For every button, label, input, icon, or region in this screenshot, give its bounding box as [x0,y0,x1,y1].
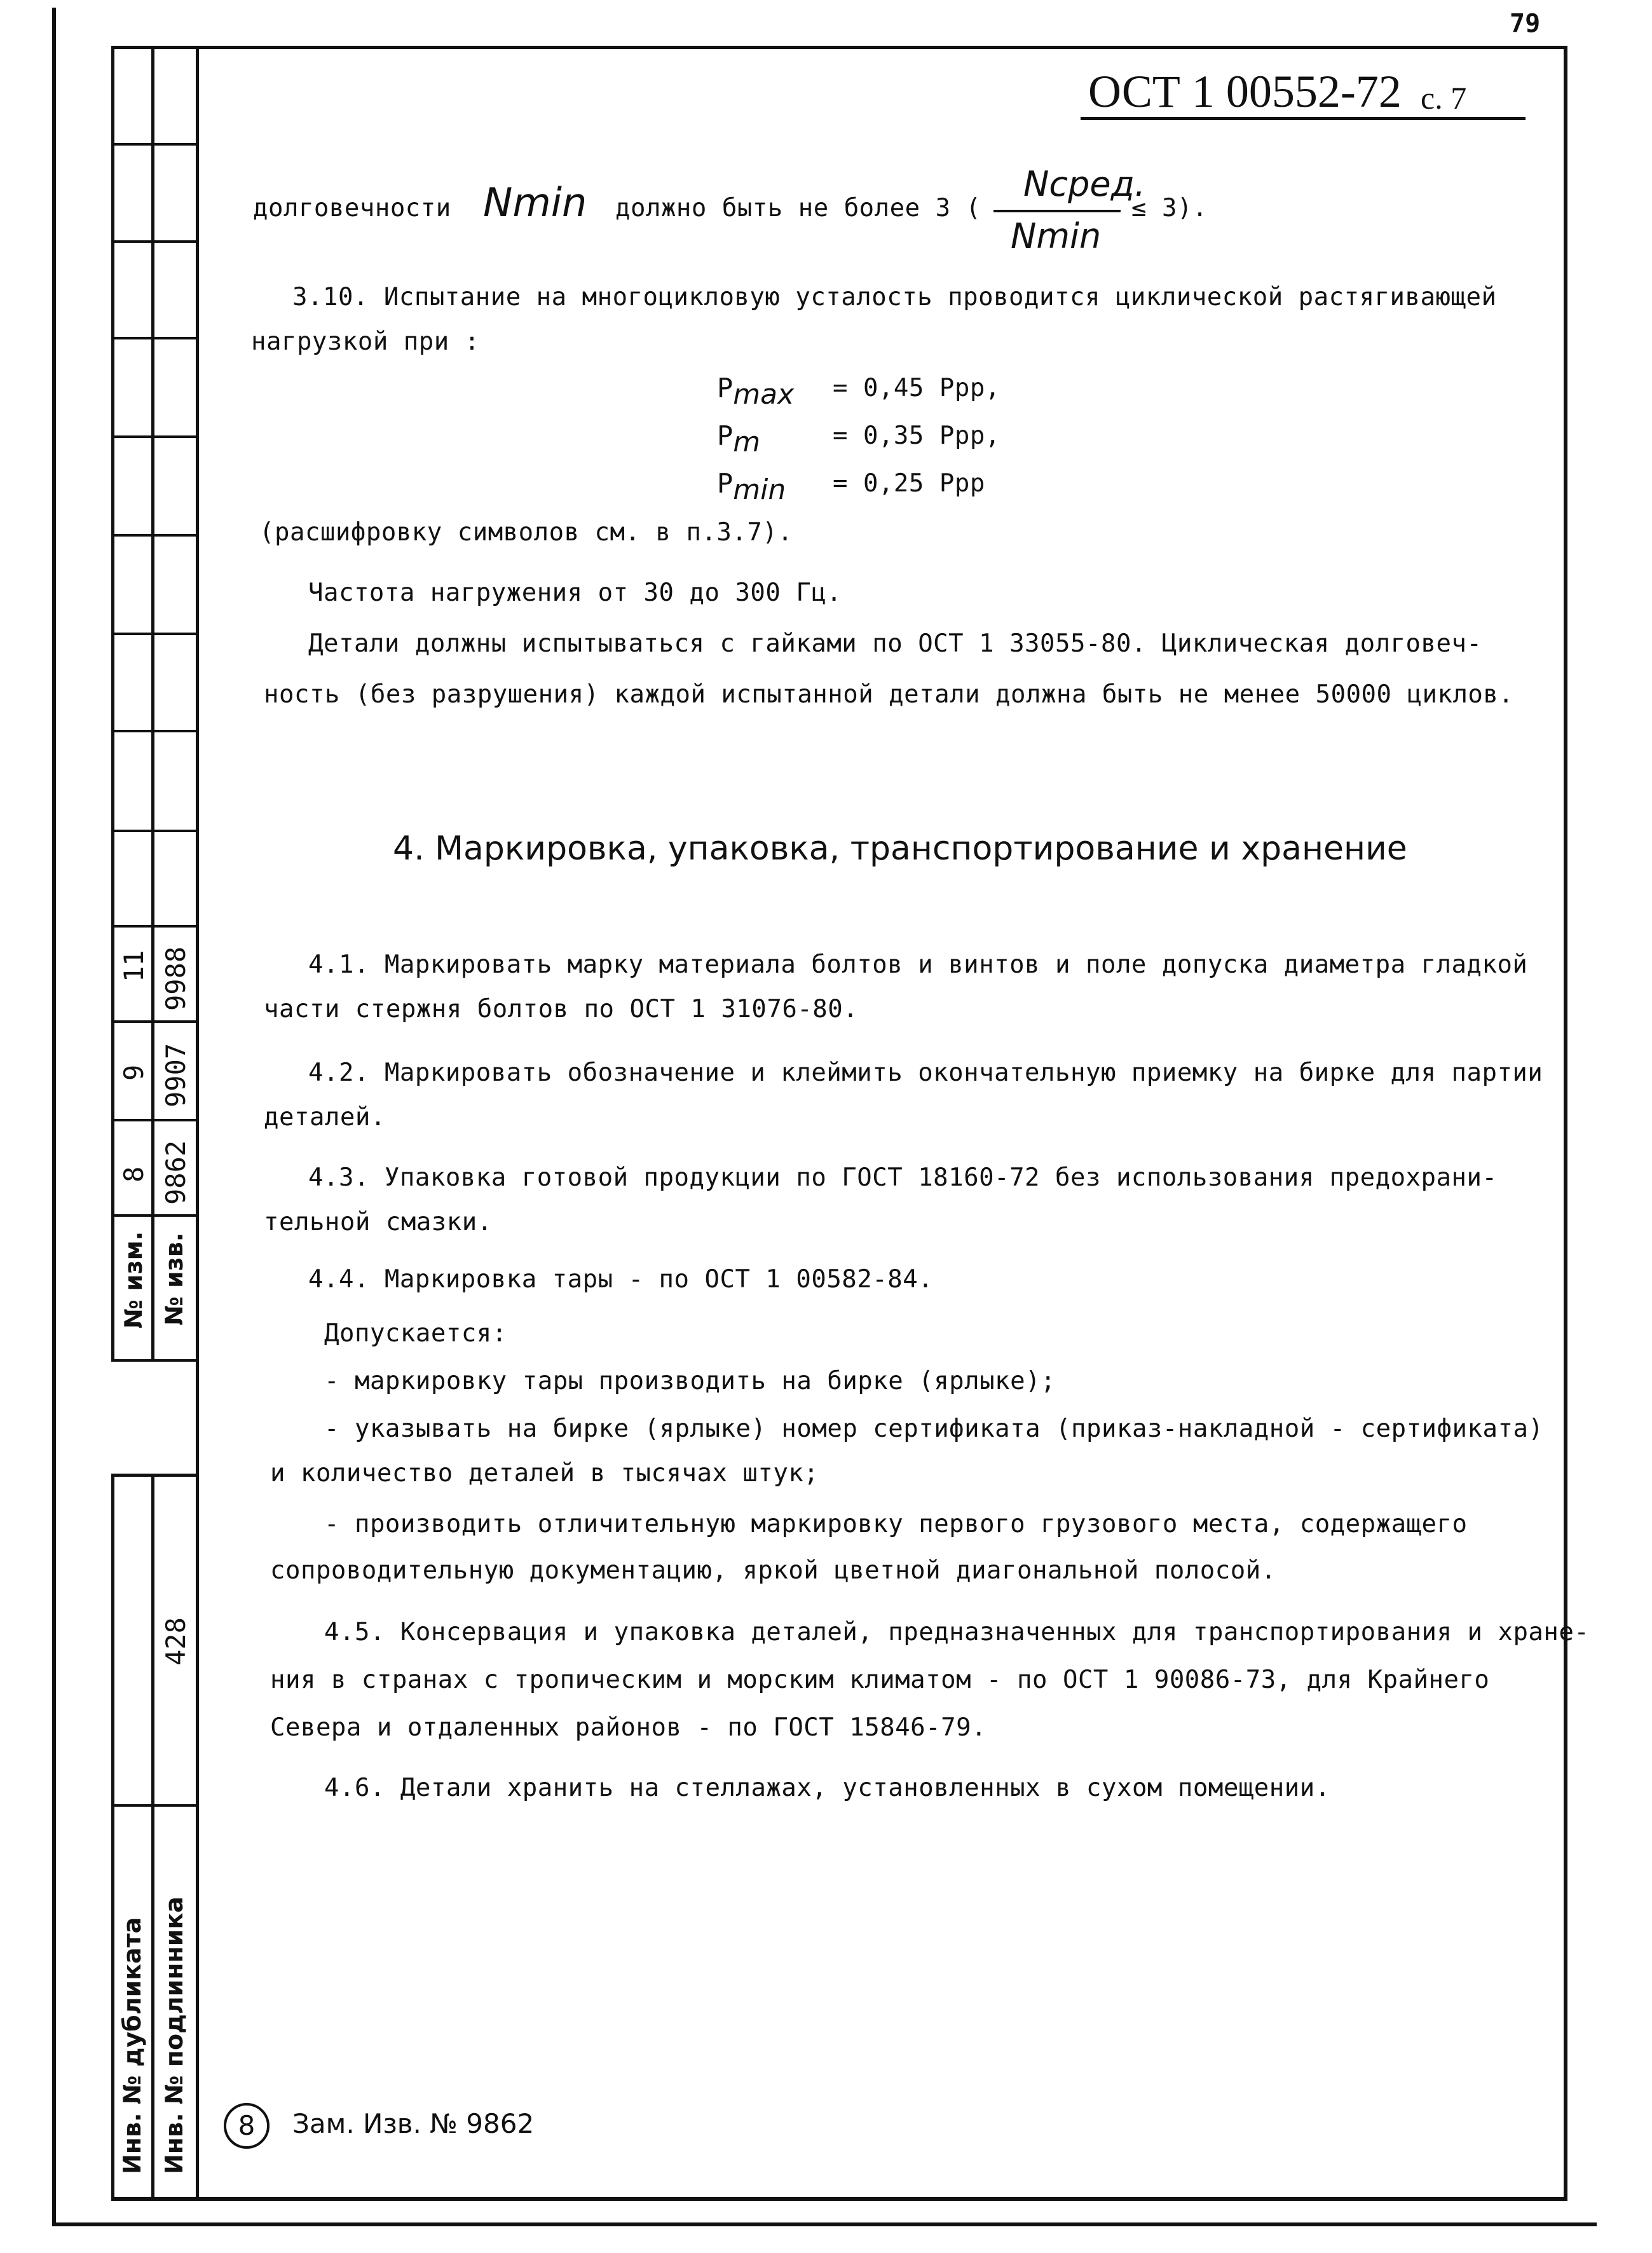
formula-mid: должно быть не более 3 ( [615,194,981,223]
formula-denominator: Nmin [1011,216,1102,256]
label-izm: № изм. [119,1231,147,1329]
s4-2-line1: 4.2. Маркировать обозначение и клеймить окончательную приемку на бирке для партии [308,1058,1543,1087]
side-lower-rule [111,1804,197,1807]
body [238,0,1590,2187]
formula-fraction-bar [993,210,1121,212]
allowed-item-2-line1: - указывать на бирке (ярлыке) номер сертификата (приказ-накладной - сертификата) [324,1414,1544,1443]
p3-10-line1: 3.10. Испытание на многоцикловую усталость проводится циклической растягивающей [292,283,1497,312]
change-izm-8: 8 [118,1166,149,1182]
formula-tail: ≤ 3). [1131,194,1208,223]
side-rule [111,337,197,339]
formula-lead: долговечности [253,194,451,223]
change-note: Зам. Изв. № 9862 [292,2108,535,2139]
formula-nmin: Nmin [483,179,587,226]
side-rule [111,534,197,537]
document-code: ОСТ 1 00552-72 [1088,66,1402,117]
load-symbol: P [717,420,734,451]
outer-border-left [52,8,56,2226]
load-symbol: P [717,468,734,499]
section-4-title: 4. Маркировка, упаковка, транспортирование и хранение [393,830,1407,868]
load-pm-value: = 0,35 Ррр, [833,421,1000,450]
side-rule [111,143,197,146]
allowed-item-1: - маркировку тары производить на бирке (ярлыке); [324,1367,1056,1395]
circled-change-number-text: 8 [238,2110,256,2141]
s4-5-line2: ния в странах с тропическим и морским климатом - по ОСТ 1 90086-73, для Крайнего [270,1666,1490,1694]
load-subscript: min [733,474,786,506]
s4-3-line2: тельной смазки. [264,1208,493,1236]
frame-bottom [111,2197,1567,2201]
frame-left-outer [111,46,114,1362]
side-rule [111,1359,197,1362]
load-symbol: P [717,373,734,404]
allowed-item-2-line2: и количество деталей в тысячах штук; [270,1459,819,1488]
side-rule [111,830,197,832]
side-rule [111,633,197,635]
load-pmax-value: = 0,45 Ррр, [833,374,1000,402]
load-subscript: max [733,378,795,411]
load-pmin [717,467,786,506]
change-izv-9907: 9907 [160,1043,191,1107]
s4-1-line2: части стержня болтов по ОСТ 1 31076-80. [264,995,859,1024]
side-rule [111,1119,197,1121]
side-rule [111,730,197,732]
side-lower-mid [151,1474,154,2201]
side-rule [111,1020,197,1023]
allowed-item-3-line2: сопроводительную документацию, яркой цветной диагональной полосой. [270,1556,1276,1585]
change-izv-9988: 9988 [160,946,191,1011]
s4-5-line3: Севера и отдаленных районов - по ГОСТ 15846-79. [270,1713,987,1742]
load-pm [717,420,761,458]
frame-right [1564,46,1567,2201]
s4-1-line1: 4.1. Маркировать марку материала болтов и винтов и поле допуска диаметра гладкой [308,950,1528,979]
frame-left-main [196,46,199,2201]
p3-10-line2: нагрузкой при : [251,327,480,356]
formula-numerator: Nсред. [1023,164,1146,204]
s4-4-text: 4.4. Маркировка тары - по ОСТ 1 00582-84. [308,1265,934,1294]
change-izv-9862: 9862 [160,1140,191,1205]
page-number: 79 [1510,9,1541,38]
s4-6-text: 4.6. Детали хранить на стеллажах, установленных в сухом помещении. [324,1774,1330,1802]
allowed-heading: Допускается: [324,1319,507,1348]
nuts-line2: ность (без разрушения) каждой испытанной детали должна быть не менее 50000 циклов. [264,680,1514,709]
label-izv: № изв. [160,1232,188,1325]
load-pmax [717,372,795,411]
label-duplicate-inv: Инв. № дубликата [118,1917,146,2174]
outer-border-bottom [52,2222,1597,2226]
document-page-ref: с. 7 [1421,80,1467,116]
s4-3-line1: 4.3. Упаковка готовой продукции по ГОСТ 18160-72 без использования предохрани- [308,1163,1498,1192]
s4-2-line2: деталей. [264,1103,386,1132]
load-pmin-value: = 0,25 Ррр [833,469,985,498]
side-rule [111,240,197,243]
circled-change-number [224,2103,270,2149]
s4-5-line1: 4.5. Консервация и упаковка деталей, предназначенных для транспортирования и хране- [324,1618,1590,1647]
change-izm-9: 9 [118,1064,149,1081]
frequency-text: Частота нагружения от 30 до 300 Гц. [308,579,842,607]
side-rule [111,1214,197,1217]
side-rule [111,925,197,928]
decode-note: (расшифровку символов см. в п.3.7). [259,518,793,547]
allowed-item-3-line1: - производить отличительную маркировку первого грузового места, содержащего [324,1510,1468,1538]
frame-left-inner [151,46,154,1362]
load-subscript: m [733,426,761,458]
change-izm-11: 11 [118,950,149,982]
side-rule [111,435,197,438]
inventory-number: 428 [160,1617,191,1666]
nuts-line1: Детали должны испытываться с гайками по ОСТ 1 33055-80. Циклическая долговеч- [308,629,1482,658]
side-lower-left [111,1474,114,2201]
label-original-inv: Инв. № подлинника [160,1896,188,2174]
